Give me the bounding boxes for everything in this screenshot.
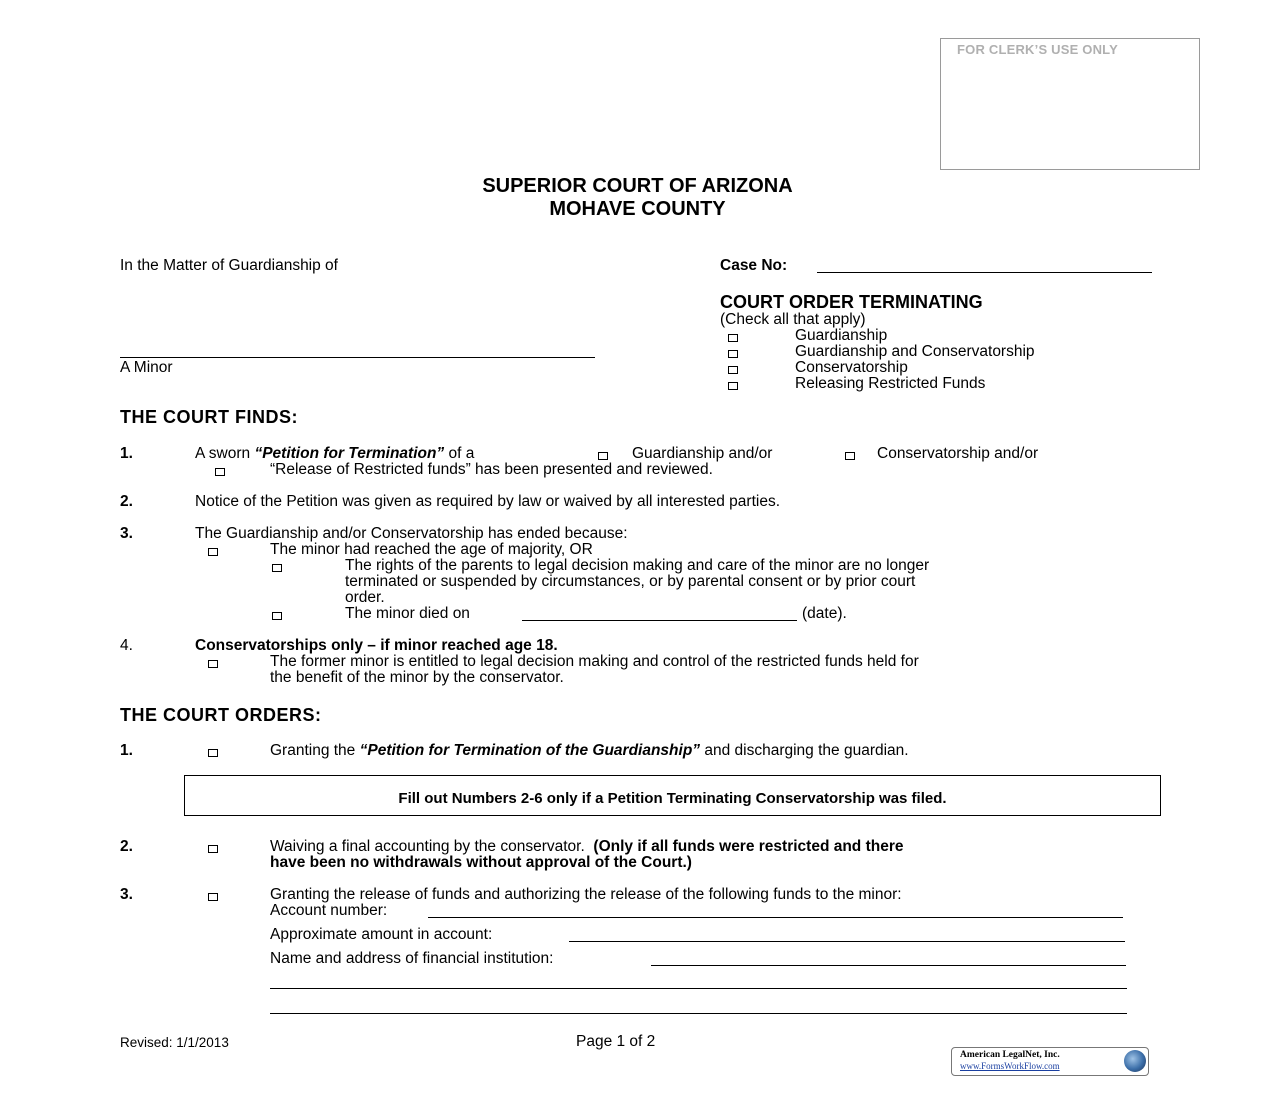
- finding-1-conservatorship-checkbox[interactable]: [845, 452, 855, 460]
- finding-1-text: A sworn “Petition for Termination” of a: [195, 445, 475, 462]
- matter-label: In the Matter of Guardianship of: [120, 257, 338, 274]
- finding-1-number: 1.: [120, 445, 133, 462]
- case-no-line[interactable]: [817, 272, 1152, 273]
- finding-3-parental-rights-line-3: order.: [345, 589, 385, 606]
- globe-icon: [1124, 1050, 1146, 1072]
- institution-line-3[interactable]: [270, 1013, 1127, 1014]
- logo-url-link[interactable]: www.FormsWorkFlow.com: [960, 1061, 1060, 1071]
- finding-3-date-suffix: (date).: [802, 605, 847, 622]
- finding-2-text: Notice of the Petition was given as required by law or waived by all interested parties.: [195, 493, 780, 510]
- finding-4-checkbox[interactable]: [208, 660, 218, 668]
- check-note: (Check all that apply): [720, 311, 866, 328]
- finding-3-parental-rights-line-1: The rights of the parents to legal decision making and care of the minor are no longer: [345, 557, 930, 574]
- finding-1-release-funds-label: “Release of Restricted funds” has been presented and reviewed.: [270, 461, 713, 478]
- finding-3-parental-rights-line-2: terminated or suspended by circumstances, or by parental consent or by prior court: [345, 573, 916, 590]
- finding-4-text-line-2: the benefit of the minor by the conservator.: [270, 669, 564, 686]
- finding-1-conservatorship-label: Conservatorship and/or: [877, 445, 1039, 462]
- institution-label: Name and address of financial institution:: [270, 950, 554, 967]
- order-1-checkbox[interactable]: [208, 749, 218, 757]
- account-number-line[interactable]: [428, 917, 1123, 918]
- clerks-use-label: FOR CLERK’S USE ONLY: [957, 42, 1118, 57]
- option-guardianship-label: Guardianship: [795, 327, 888, 344]
- approx-amount-label: Approximate amount in account:: [270, 926, 493, 943]
- option-guardianship-conservatorship-label: Guardianship and Conservatorship: [795, 343, 1035, 360]
- finding-3-date-line[interactable]: [522, 620, 797, 621]
- revised-date: Revised: 1/1/2013: [120, 1035, 229, 1050]
- order-2-text: Waiving a final accounting by the conservator. (Only if all funds were restricted and there: [270, 838, 904, 855]
- finding-4-number: 4.: [120, 637, 133, 654]
- option-guardianship-conservatorship-checkbox[interactable]: [728, 350, 738, 358]
- court-orders-heading: THE COURT ORDERS:: [120, 705, 322, 725]
- clerks-use-box: [940, 38, 1200, 170]
- order-2-text-line-2: have been no withdrawals without approval of the Court.): [270, 854, 692, 871]
- finding-4-text-line-1: The former minor is entitled to legal decision making and control of the restricted funds held for: [270, 653, 919, 670]
- finding-3-number: 3.: [120, 525, 133, 542]
- court-title: SUPERIOR COURT OF ARIZONA: [482, 175, 793, 197]
- finding-1-guardianship-checkbox[interactable]: [598, 452, 608, 460]
- order-3-number: 3.: [120, 886, 133, 903]
- account-number-label: Account number:: [270, 902, 388, 919]
- finding-3-died-checkbox[interactable]: [272, 612, 282, 620]
- logo-company-name: American LegalNet, Inc.: [960, 1050, 1060, 1060]
- approx-amount-line[interactable]: [569, 941, 1125, 942]
- conservatorship-note-text: Fill out Numbers 2-6 only if a Petition Terminating Conservatorship was filed.: [398, 790, 947, 807]
- finding-3-died-label: The minor died on: [345, 605, 470, 622]
- finding-4-title: Conservatorships only – if minor reached age 18.: [195, 637, 558, 654]
- case-no-label: Case No:: [720, 257, 788, 274]
- finding-3-majority-checkbox[interactable]: [208, 548, 218, 556]
- option-restricted-funds-label: Releasing Restricted Funds: [795, 375, 986, 392]
- county-title: MOHAVE COUNTY: [549, 198, 726, 220]
- finding-1-guardianship-label: Guardianship and/or: [632, 445, 773, 462]
- finding-3-text: The Guardianship and/or Conservatorship has ended because:: [195, 525, 628, 542]
- finding-3-majority-label: The minor had reached the age of majority, OR: [270, 541, 593, 558]
- court-finds-heading: THE COURT FINDS:: [120, 407, 298, 427]
- option-conservatorship-checkbox[interactable]: [728, 366, 738, 374]
- finding-2-number: 2.: [120, 493, 133, 510]
- order-2-number: 2.: [120, 838, 133, 855]
- institution-line-1[interactable]: [651, 965, 1126, 966]
- order-title: COURT ORDER TERMINATING: [720, 292, 983, 312]
- order-1-text: Granting the “Petition for Termination of the Guardianship” and discharging the guardian.: [270, 742, 909, 759]
- option-guardianship-checkbox[interactable]: [728, 334, 738, 342]
- american-legalnet-logo: [951, 1047, 1149, 1076]
- minor-name-line[interactable]: [120, 357, 595, 358]
- order-2-checkbox[interactable]: [208, 845, 218, 853]
- order-1-number: 1.: [120, 742, 133, 759]
- conservatorship-note-box: [184, 775, 1161, 816]
- option-restricted-funds-checkbox[interactable]: [728, 382, 738, 390]
- finding-1-release-funds-checkbox[interactable]: [215, 468, 225, 476]
- institution-line-2[interactable]: [270, 988, 1127, 989]
- option-conservatorship-label: Conservatorship: [795, 359, 908, 376]
- order-3-checkbox[interactable]: [208, 893, 218, 901]
- minor-label: A Minor: [120, 359, 173, 376]
- page-number: Page 1 of 2: [576, 1033, 656, 1050]
- order-3-text: Granting the release of funds and authorizing the release of the following funds to the minor:: [270, 886, 902, 903]
- finding-3-parental-rights-checkbox[interactable]: [272, 564, 282, 572]
